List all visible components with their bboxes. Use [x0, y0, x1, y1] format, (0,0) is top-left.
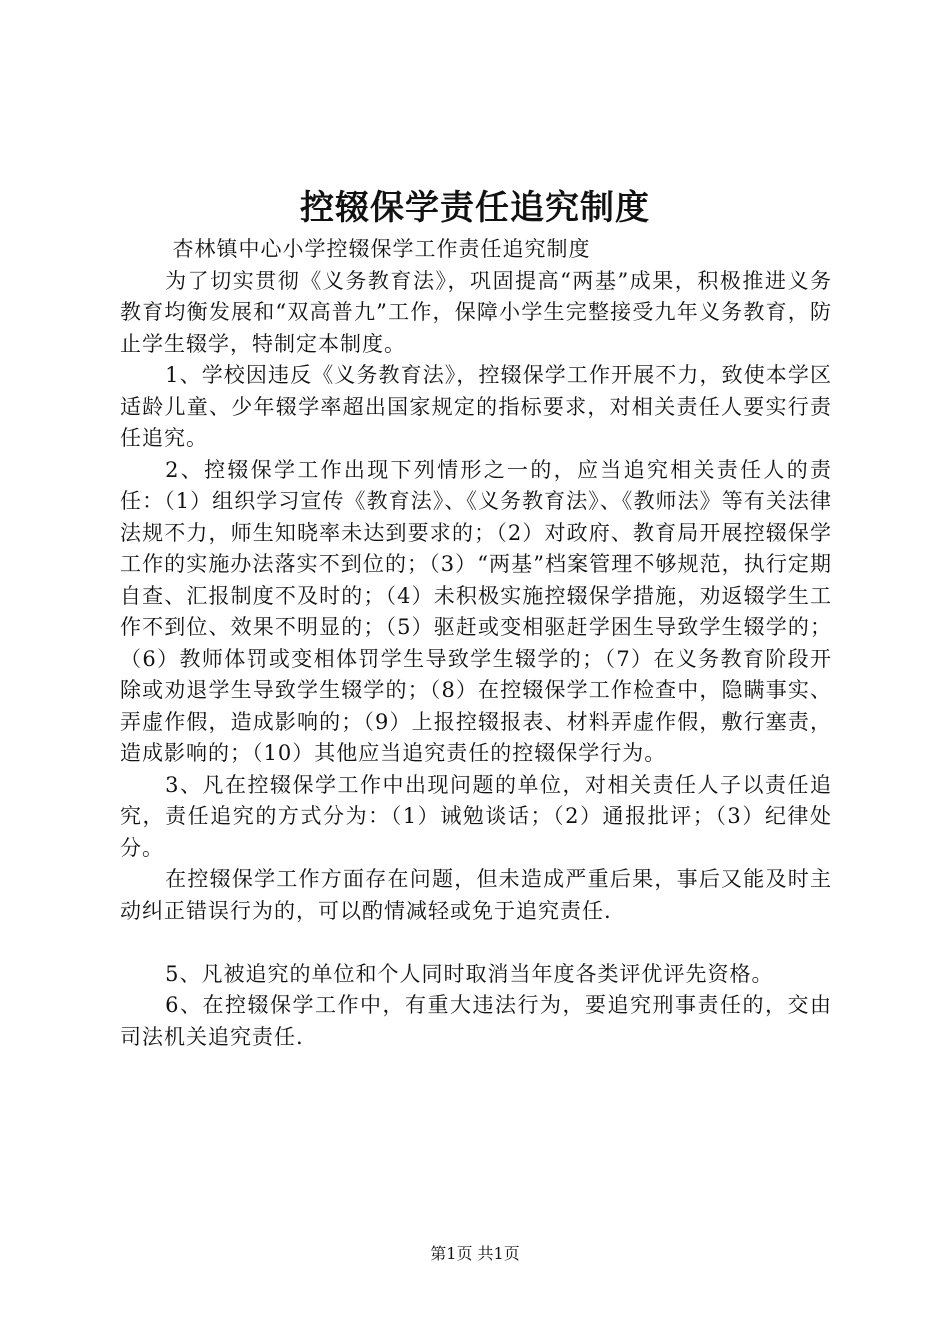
document-title: 控辍保学责任追究制度 — [300, 188, 650, 228]
paragraph-item-2: 2、控辍保学工作出现下列情形之一的，应当追究相关责任人的责任：（1）组织学习宣传《教育法》、《义务教育法》、《教师法》等有关法律法规不力，师生知晓率未达到要求的；（2）对政府、教育局开展控辍保学工作的实施办法落实不到位的；（3）“两基”档案管理不够规范，执行定期自查、汇报制度不及时的；（4）未积极实施控辍保学措施，劝返辍学生工作不到位、效果不明显的；（5）驱赶或变相驱赶学困生导致学生辍学的；（6）教师体罚或变相体罚学生导致学生辍学的；（7）在义务教育阶段开除或劝退学生导致学生辍学的；（8）在控辍保学工作检查中，隐瞒事实、弄虚作假，造成影响的；（9）上报控辍报表、材料弄虚作假，敷行塞责，造成影响的；（10）其他应当追究责任的控辍保学行为。 — [120, 457, 832, 765]
document-body — [120, 234, 832, 1053]
paragraph-intro: 为了切实贯彻《义务教育法》，巩固提高“两基”成果，积极推进义务教育均衡发展和“双高普九”工作，保障小学生完整接受九年义务教育，防止学生辍学，特制定本制度。 — [120, 268, 832, 356]
paragraph-item-5: 5、凡被追究的单位和个人同时取消当年度各类评优评先资格。 — [165, 961, 774, 986]
paragraph-item-6: 6、在控辍保学工作中，有重大违法行为，要追究刑事责任的，交由司法机关追究责任. — [120, 993, 832, 1049]
blank-line — [120, 927, 832, 959]
page-number-footer: 第1页 共1页 — [430, 1244, 520, 1263]
paragraph-item-3: 3、凡在控辍保学工作中出现问题的单位，对相关责任人子以责任追究，责任追究的方式分为：（1）诫勉谈话；（2）通报批评；（3）纪律处分。 — [120, 772, 832, 860]
document-subtitle: 杏林镇中心小学控辍保学工作责任追究制度 — [172, 237, 591, 261]
paragraph-item-4: 在控辍保学工作方面存在问题，但未造成严重后果，事后又能及时主动纠正错误行为的，可以酌情减轻或免于追究责任. — [120, 867, 832, 923]
paragraph-item-1: 1、学校因违反《义务教育法》，控辍保学工作开展不力，致使本学区适龄儿童、少年辍学率超出国家规定的指标要求，对相关责任人要实行责任追究。 — [120, 363, 832, 450]
